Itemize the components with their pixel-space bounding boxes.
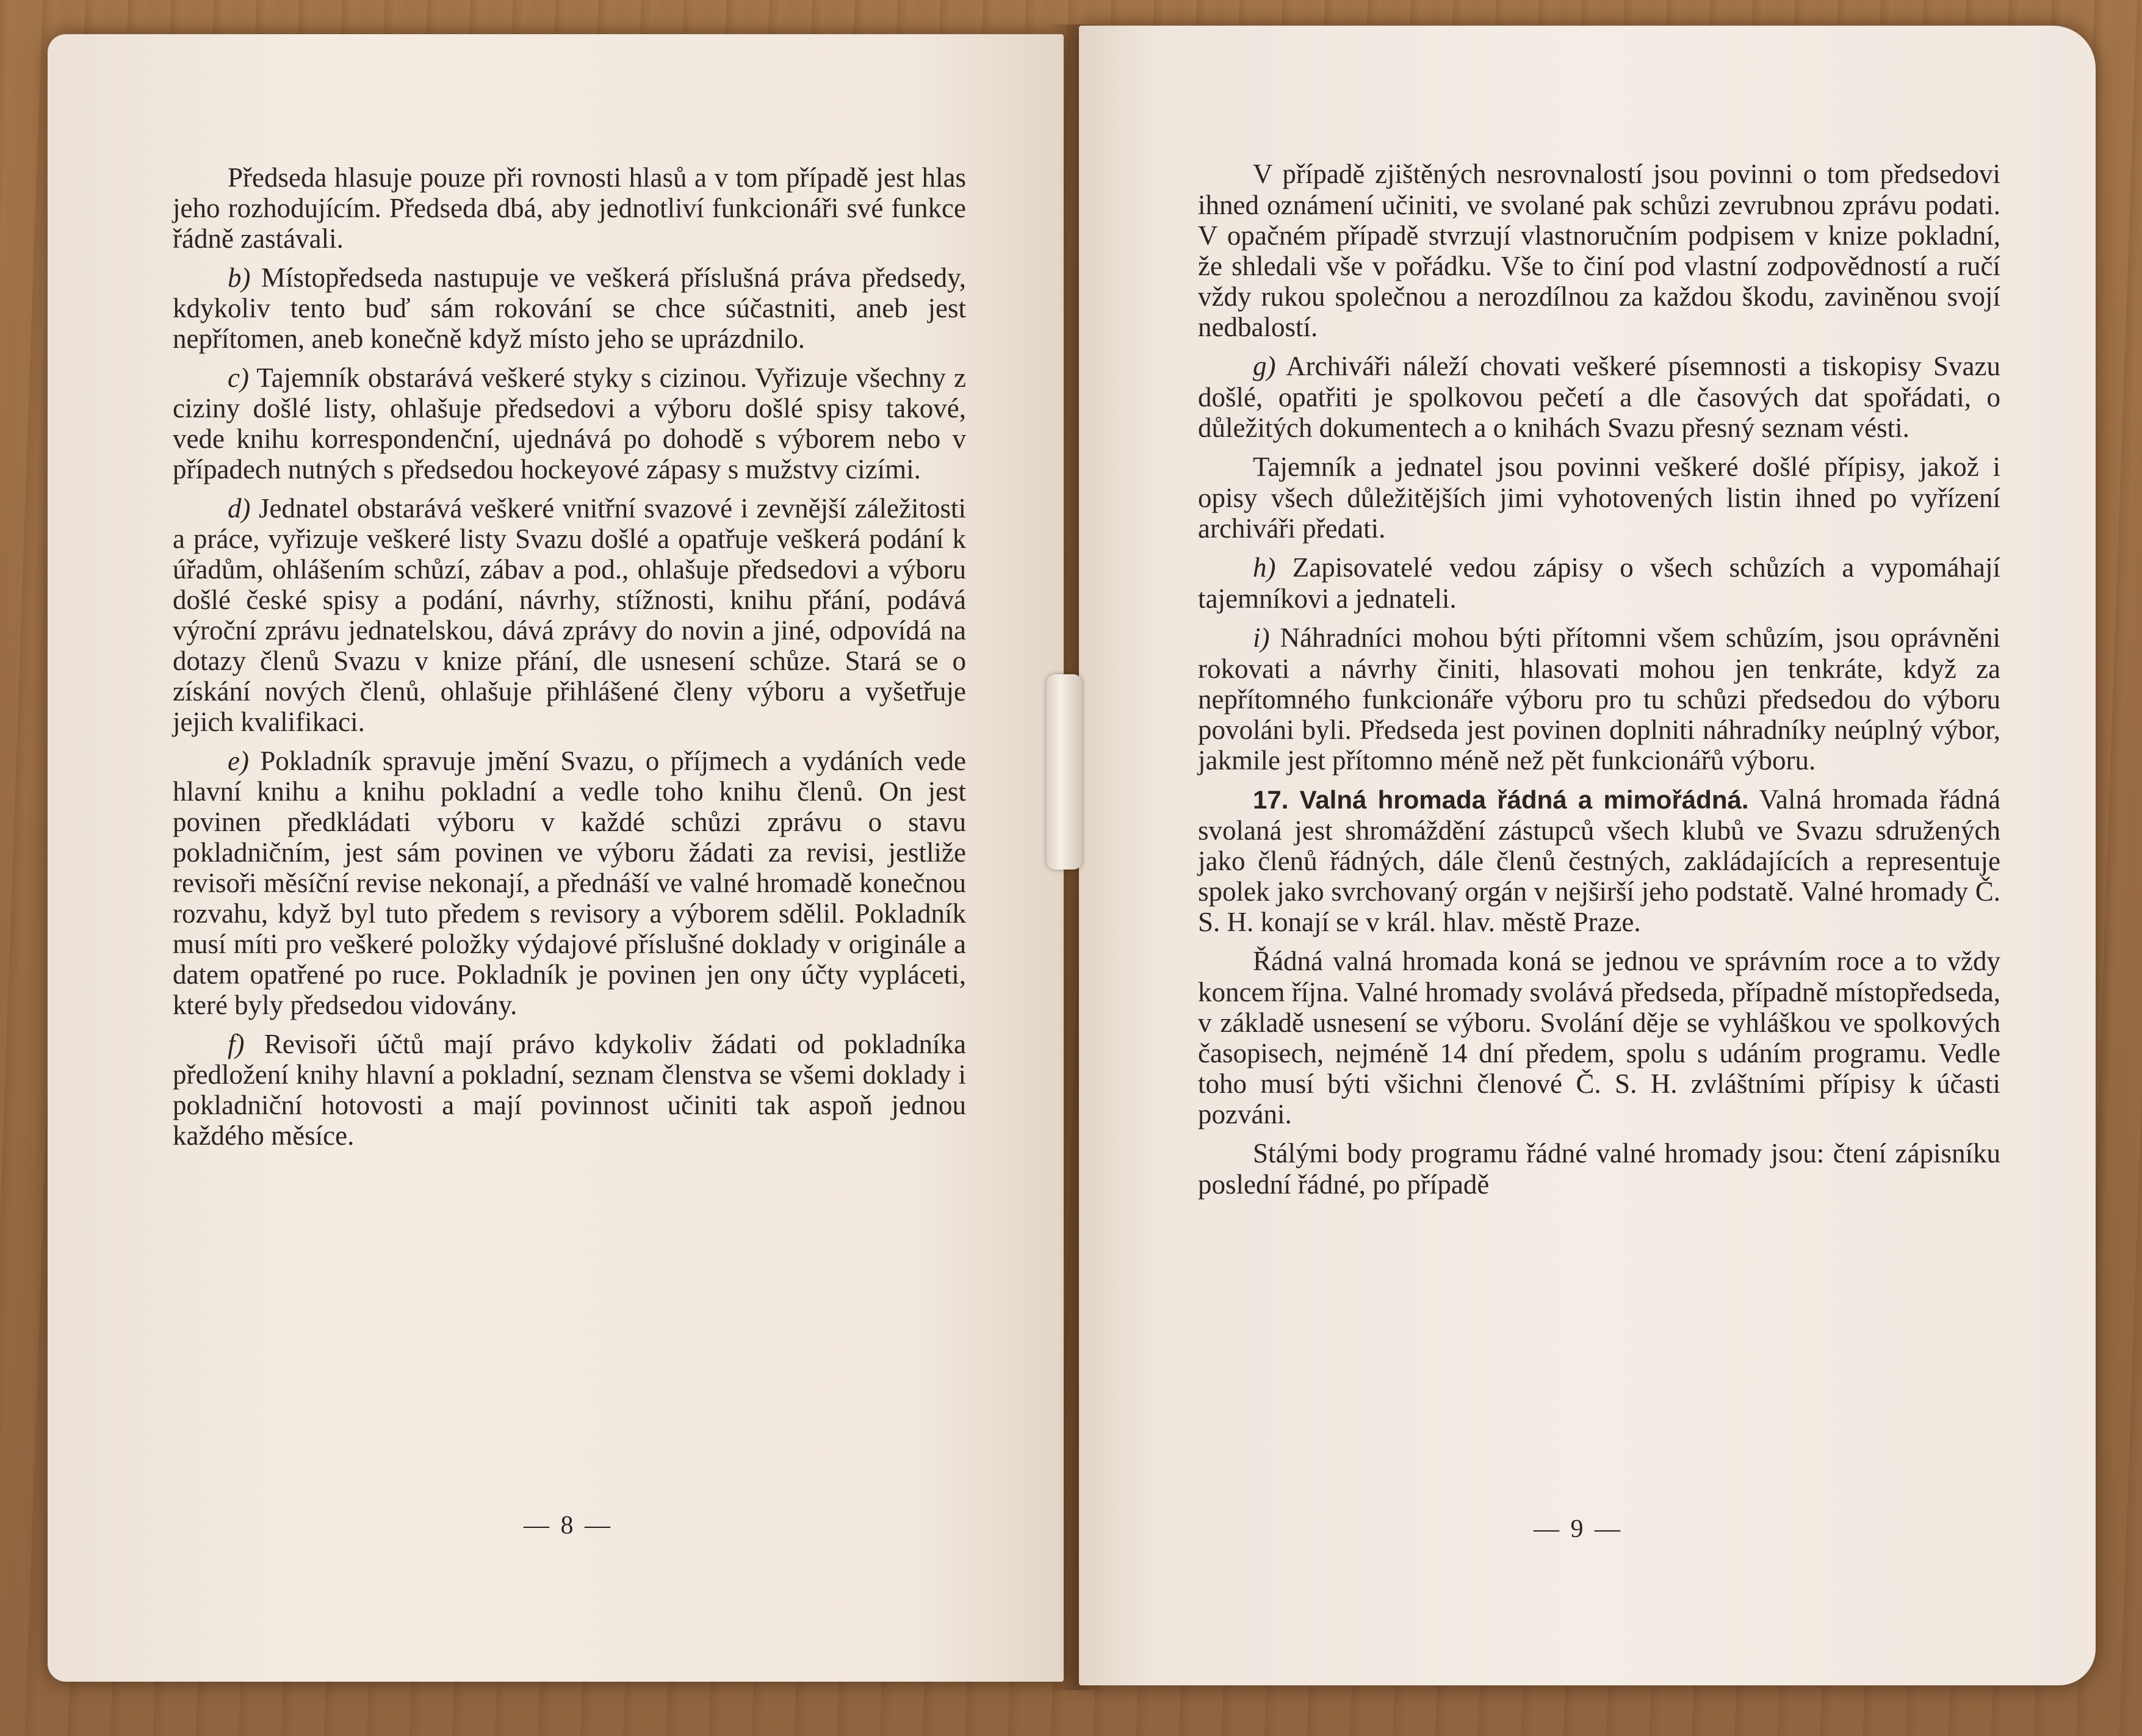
item-marker: b): [228, 262, 251, 293]
paragraph-text: Tajemník a jednatel jsou povinni veškeré došlé přípisy, jakož i opisy všech důležitějších jimi vyhotovených listin ihned po vyřízení archiváři předati.: [1198, 452, 2000, 544]
right-page-text: [1198, 159, 2000, 1208]
paragraph: [173, 262, 966, 354]
paragraph-text: Archiváři náleží chovati veškeré písemnosti a tiskopisy Svazu došlé, opatřiti je spolkovou pečetí a dle časových dat spořádati, o důležitých dokumentech a o knihách Svazu přesný seznam vésti.: [1198, 351, 2000, 443]
paragraph: [173, 746, 966, 1020]
paragraph: [1198, 1138, 2000, 1200]
item-marker: c): [228, 362, 249, 393]
section-heading: 17. Valná hromada řádná a mimořádná.: [1253, 785, 1749, 814]
item-marker: e): [228, 746, 249, 776]
paragraph-text: V případě zjištěných nesrovnalostí jsou povinni o tom předsedovi ihned oznámení učiniti, ve svolané pak schůzi zevrubnou zprávu podati. V opačném případě stvrzují vlastnoručním podpisem v knize pokladní, že shledali vše v pořádku. Vše to činí pod vlastní zodpovědností a ručí vždy rukou společnou a nerozdílnou za každou škodu, zaviněnou svojí nedbalostí.: [1198, 159, 2000, 342]
paragraph: [1198, 784, 2000, 937]
left-page: [48, 34, 1064, 1682]
right-page: [1079, 26, 2096, 1685]
paragraph: [1198, 351, 2000, 443]
item-marker: f): [228, 1029, 245, 1059]
page-number: — 8 —: [524, 1511, 613, 1540]
item-marker: d): [228, 493, 251, 524]
paragraph: [1198, 159, 2000, 342]
paragraph: [173, 162, 966, 254]
paragraph-text: Řádná valná hromada koná se jednou ve správním roce a to vždy koncem října. Valné hromady svolává předseda, případně místopředseda, v základě usnesení se výboru. Svolání děje se vyhláškou ve spolkových časopisech, nejméně 14 dní předem, spolu s udáním programu. Vedle toho musí býti všichni členové Č. S. H. zvláštními přípisy k účasti pozváni.: [1198, 946, 2000, 1129]
paragraph-text: Náhradníci mohou býti přítomni všem schůzím, jsou oprávněni rokovati a návrhy činiti, hlasovati mohou jen tenkráte, když za nepřítomného funkcionáře výboru pro tu schůzi předsedou do výboru povoláni byli. Předseda jest povinen doplniti náhradníky neúplný výbor, jakmile jest přítomno méně než pět funkcionářů výboru.: [1198, 622, 2000, 776]
paragraph-text: Revisoři účtů mají právo kdykoliv žádati od pokladníka předložení knihy hlavní a pokladní, seznam členstva se všemi doklady i pokladniční hotovosti a mají povinnost učiniti tak aspoň jednou každého měsíce.: [173, 1029, 966, 1151]
paragraph: [173, 493, 966, 737]
paragraph-text: Zapisovatelé vedou zápisy o všech schůzích a vypomáhají tajemníkovi a jednateli.: [1198, 552, 2000, 614]
paragraph-text: Tajemník obstarává veškeré styky s cizinou. Vyřizuje všechny z ciziny došlé listy, ohlašuje předsedovi a výboru došlé spisy takové, vede knihu korrespondenční, ujednává po dohodě s výborem nebo v případech nutných s předsedou hockeyové zápasy s mužstvy cizími.: [173, 362, 966, 484]
page-number: — 9 —: [1534, 1515, 1623, 1543]
binding-staple: [1047, 674, 1082, 870]
item-marker: i): [1253, 622, 1270, 653]
paragraph-text: Pokladník spravuje jmění Svazu, o příjmech a vydáních vede hlavní knihu a knihu pokladní a vedle toho knihu členů. On jest povinen předkládati výboru v každé schůzi zprávu o stavu pokladničním, jest sám povinen ve výboru žádati za revisi, jestliže revisoři měsíční revise nekonají, a přednáší ve valné hromadě konečnou rozvahu, když byl tuto předem s revisory a výborem sdělil. Pokladník musí míti pro veškeré položky výdajové příslušné doklady v originále a datem opatřené po ruce. Pokladník je povinen jen ony účty vypláceti, které byly předsedou vidovány.: [173, 746, 966, 1020]
paragraph: [1198, 622, 2000, 776]
paragraph-text: Jednatel obstarává veškeré vnitřní svazové i zevnější záležitosti a práce, vyřizuje veškeré listy Svazu došlé a opatřuje veškerá podání k úřadům, ohlášením schůzí, zábav a pod., ohlašuje předsedovi a výboru došlé české spisy a podání, návrhy, stížnosti, knihu přání, podává výroční zprávu jednatelskou, dává zprávy do novin a jiné, odpovídá na dotazy členů Svazu v knize přání, dle usnesení schůze. Stará se o získání nových členů, ohlašuje přihlášené členy výboru a vyšetřuje jejich kvalifikaci.: [173, 493, 966, 737]
item-marker: h): [1253, 552, 1276, 583]
paragraph: [1198, 946, 2000, 1129]
paragraph: [1198, 552, 2000, 614]
paragraph-text: Valná hromada řádná svolaná jest shromáždění zástupců všech klubů ve Svazu sdružených jako členů řádných, dále členů čestných, zakládajících a representuje spolek jako svrchovaný orgán v nejširší jeho podstatě. Valné hromady Č. S. H. konají se v král. hlav. městě Praze.: [1198, 784, 2001, 937]
paragraph: [1198, 452, 2000, 544]
paragraph: [173, 1029, 966, 1151]
paragraph-text: Předseda hlasuje pouze při rovnosti hlasů a v tom případě jest hlas jeho rozhodujícím. Předseda dbá, aby jednotliví funkcionáři své funkce řádně zastávali.: [173, 162, 966, 254]
paragraph-text: Místopředseda nastupuje ve veškerá příslušná práva předsedy, kdykoliv tento buď sám rokování se chce súčastniti, aneb jest nepřítomen, aneb konečně když místo jeho se uprázdnilo.: [173, 262, 966, 354]
paragraph-text: Stálými body programu řádné valné hromady jsou: čtení zápisníku poslední řádné, po případě: [1198, 1138, 2000, 1200]
left-page-text: [173, 162, 966, 1159]
item-marker: g): [1253, 351, 1276, 381]
paragraph: [173, 362, 966, 484]
